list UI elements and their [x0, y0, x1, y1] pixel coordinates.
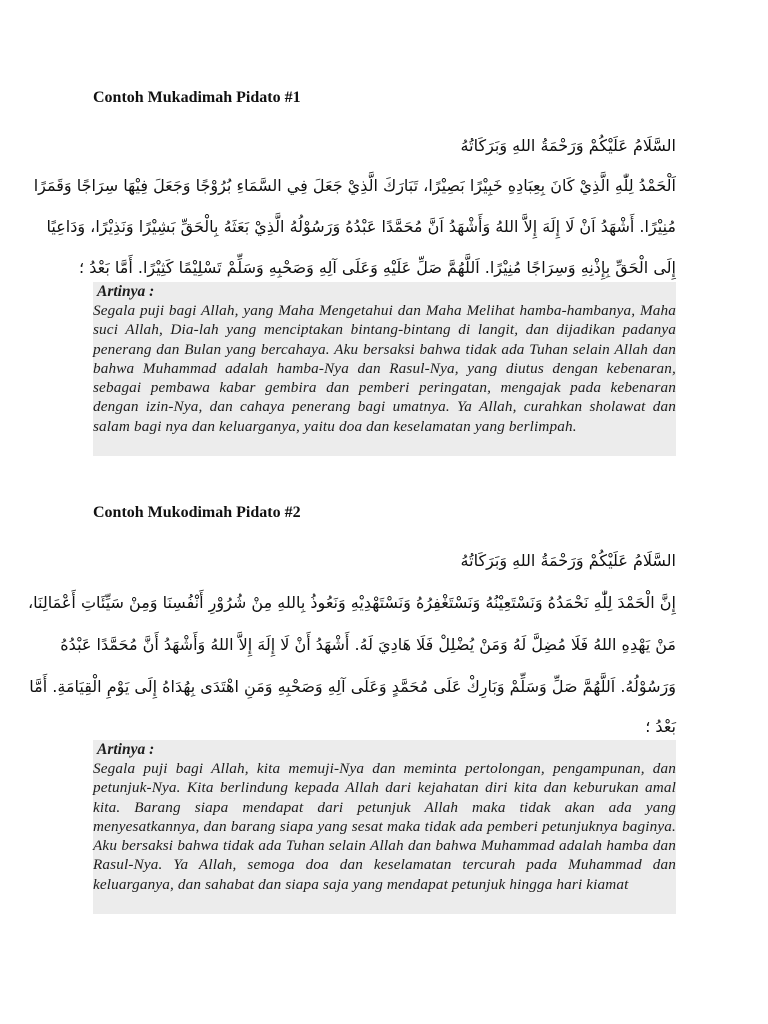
section-1-arabic-line-4: إِلَى الْحَقِّ بِإِذْنِهِ وَسِرَاجًا مُنِيْرًا. اَللَّهُمَّ صَلِّ عَلَيْهِ وَعَلَى آلِهِ وَصَحْبِهِ وَسَلِّمْ تَسْلِيْمًا كَثِيْرًا. أَمَّا بَعْدُ ؛	[79, 258, 676, 277]
section-1-title: Contoh Mukadimah Pidato #1	[93, 89, 301, 106]
section-1-translation-text: Segala puji bagi Allah, yang Maha Mengetahui dan Maha Melihat hamba-hambanya, Maha suci Allah, Dia-lah yang menciptakan bintang-bintang di langit, dan dijadikan padanya penerang dan Bulan yang bercahaya. Aku bersaksi bahwa tidak ada Tuhan selain Allah dan bahwa Muhammad adalah hamba-Nya dan Rasul-Nya, yang diutus dengan kebenaran, sebagai pembawa kabar gembira dan pemberi peringatan, mengajak pada kebenaran dengan izin-Nya, dan cahaya penerang bagi umatnya. Ya Allah, curahkan sholawat dan salam bagi nya dan keluarganya, yaitu doa dan keselamatan yang berlimpah.	[93, 302, 676, 435]
section-2-arabic-line-2: إِنَّ الْحَمْدَ لِلّٰهِ نَحْمَدُهُ وَنَسْتَعِيْنُهُ وَنَسْتَغْفِرُهُ وَنَسْتَهْدِيْهِ وَنَعُوذُ بِاللهِ مِنْ شُرُوْرِ أَنْفُسِنَا وَمِنْ سَيِّئَاتِ أَعْمَالِنَا،	[28, 593, 676, 612]
section-2-arabic-line-5: بَعْدُ ؛	[645, 717, 676, 736]
section-2-arabic-line-3: مَنْ يَهْدِهِ اللهُ فَلَا مُضِلَّ لَهُ وَمَنْ يُضْلِلْ فَلَا هَادِيَ لَهُ. أَشْهَدُ أَنْ لَا إِلَهَ إِلاَّ اللهُ وَأَشْهَدُ أَنَّ مُحَمَّدًا عَبْدُهُ	[60, 635, 676, 654]
section-1-translation-box	[93, 282, 676, 456]
section-2-translation-box	[93, 740, 676, 914]
section-1-arabic-line-3: مُنِيْرًا. أَشْهَدُ اَنْ لَا إِلَهَ إِلاَّ اللهُ وَأَشْهَدُ اَنَّ مُحَمَّدًا عَبْدُهُ وَرَسُوْلُهُ الَّذِيْ بَعَثَهُ بِالْحَقِّ بَشِيْرًا وَنَذِيْرًا، وَدَاعِيًا	[46, 217, 676, 236]
section-2-title: Contoh Mukodimah Pidato #2	[93, 504, 301, 521]
section-2-arabic-line-4: وَرَسُوْلُهُ. اَللَّهُمَّ صَلِّ وَسَلِّمْ وَبَارِكْ عَلَى مُحَمَّدٍ وَعَلَى آلِهِ وَصَحْبِهِ وَمَنِ اهْتَدَى بِهُدَاهُ إِلَى يَوْمِ الْقِيَامَةِ. أَمَّا	[29, 677, 676, 696]
section-2-translation-text: Segala puji bagi Allah, kita memuji-Nya dan meminta pertolongan, pengampunan, dan petunjuk-Nya. Kita berlindung kepada Allah dari kejahatan diri kita dan keburukan amal kita. Barang siapa mendapat dari petunjuk Allah maka tidak akan ada yang menyesatkannya, dan barang siapa yang sesat maka tidak ada pemberi petunjuknya baginya. Aku bersaksi bahwa tidak ada Tuhan selain Allah dan bahwa Muhammad adalah hamba dan Rasul-Nya. Ya Allah, semoga doa dan keselamatan tercurah pada Muhammad dan keluarganya, dan sahabat dan siapa saja yang mendapat petunjuk hingga hari kiamat	[93, 760, 676, 893]
section-1-arabic-line-2: اَلْحَمْدُ لِلّٰهِ الَّذِيْ كَانَ بِعِبَادِهِ خَبِيْرًا بَصِيْرًا، تَبَارَكَ الَّذِيْ جَعَلَ فِي السَّمَاءِ بُرُوْجًا وَجَعَلَ فِيْهَا سِرَاجًا وَقَمَرًا	[33, 176, 676, 195]
section-2-translation-heading: Artinya :	[97, 741, 155, 758]
section-1-translation-heading: Artinya :	[97, 283, 155, 300]
section-2-arabic-line-1: السَّلَامُ عَلَيْكُمْ وَرَحْمَةُ اللهِ وَبَرَكَاتُهُ	[460, 551, 676, 570]
section-1-arabic-line-1: السَّلَامُ عَلَيْكُمْ وَرَحْمَةُ اللهِ وَبَرَكَاتُهُ	[460, 136, 676, 155]
